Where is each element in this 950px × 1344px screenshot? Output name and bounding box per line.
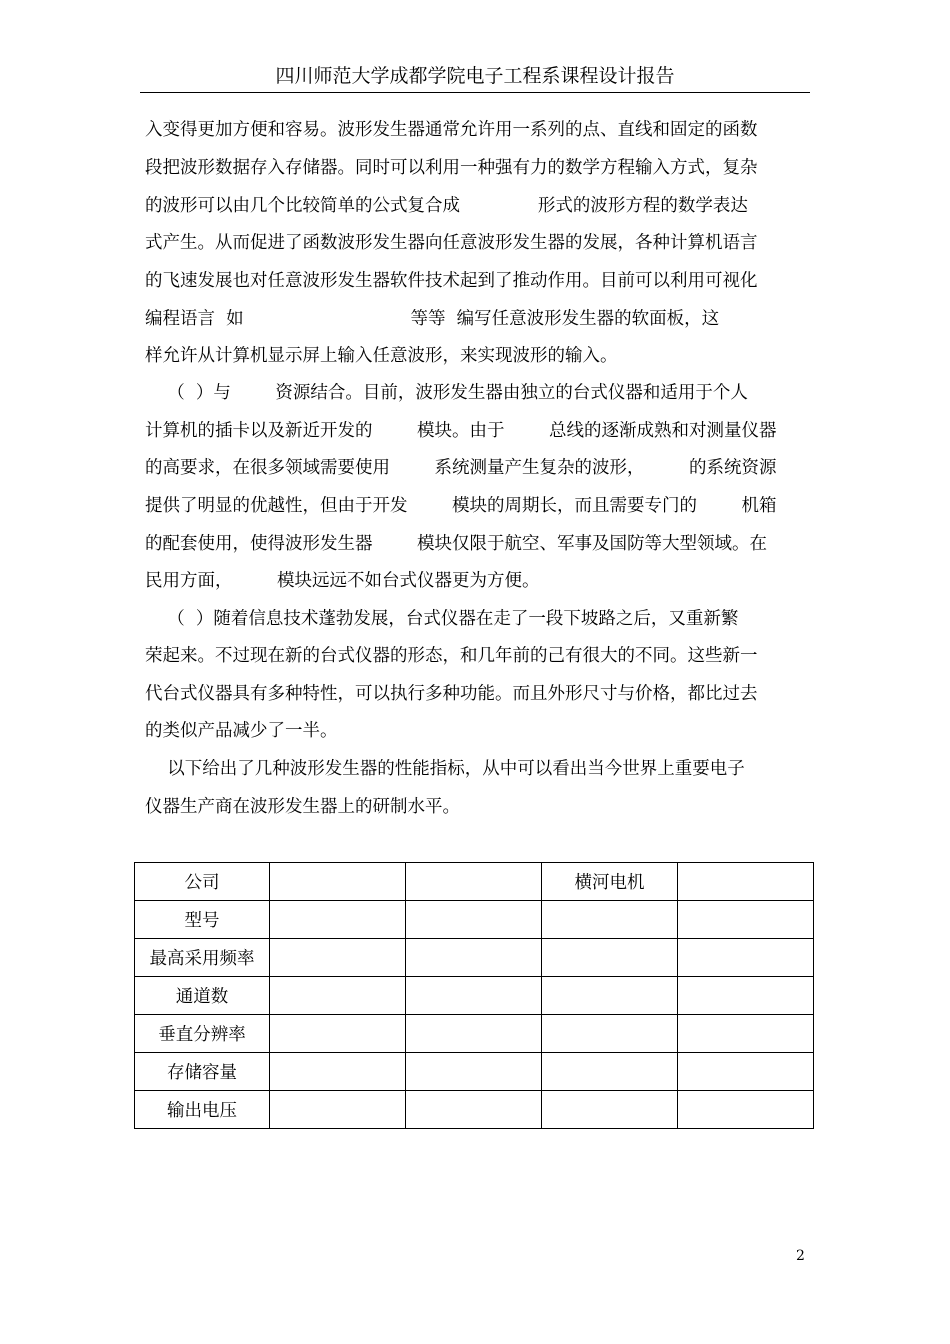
table-cell <box>678 939 814 977</box>
page-number: 2 <box>796 1248 805 1264</box>
text-line: 的配套使用，使得波形发生器 模块仅限于航空、军事及国防等大型领域。在 <box>145 534 767 554</box>
table-cell <box>270 901 406 939</box>
table-cell: 公司 <box>135 863 270 901</box>
table-cell <box>406 939 542 977</box>
table-cell <box>678 901 814 939</box>
table-cell <box>270 1015 406 1053</box>
table-cell: 最高采用频率 <box>135 939 270 977</box>
table-cell <box>542 1053 678 1091</box>
table-cell <box>678 1053 814 1091</box>
text-line: 民用方面， 模块远远不如台式仪器更为方便。 <box>145 571 540 591</box>
text-line: 样允许从计算机显示屏上输入任意波形，来实现波形的输入。 <box>145 346 618 366</box>
table-cell <box>270 1053 406 1091</box>
text-line: 的飞速发展也对任意波形发生器软件技术起到了推动作用。目前可以利用可视化 <box>145 271 758 291</box>
page-header: 四川师范大学成都学院电子工程系课程设计报告 <box>275 65 675 87</box>
table-cell <box>406 977 542 1015</box>
spec-table <box>134 862 814 1129</box>
text-line: （ ）与 资源结合。目前，波形发生器由独立的台式仪器和适用于个人 <box>145 383 748 403</box>
table-cell <box>406 901 542 939</box>
table-row <box>135 977 814 1015</box>
table-cell: 垂直分辨率 <box>135 1015 270 1053</box>
table-cell <box>542 977 678 1015</box>
table-cell <box>678 977 814 1015</box>
table-cell: 通道数 <box>135 977 270 1015</box>
table-cell <box>270 939 406 977</box>
table-cell <box>678 863 814 901</box>
text-line: 式产生。从而促进了函数波形发生器向任意波形发生器的发展，各种计算机语言 <box>145 233 758 253</box>
table-cell <box>678 1091 814 1129</box>
text-line: （ ）随着信息技术蓬勃发展，台式仪器在走了一段下坡路之后，又重新繁 <box>145 609 739 629</box>
table-cell <box>270 977 406 1015</box>
table-row <box>135 1015 814 1053</box>
text-line: 以下给出了几种波形发生器的性能指标，从中可以看出当今世界上重要电子 <box>145 759 745 779</box>
table-cell <box>406 863 542 901</box>
text-line: 的类似产品减少了一半。 <box>145 721 338 741</box>
table-cell <box>406 1015 542 1053</box>
text-line: 提供了明显的优越性，但由于开发 模块的周期长，而且需要专门的 机箱 <box>145 496 777 516</box>
table-cell: 存储容量 <box>135 1053 270 1091</box>
text-line: 编程语言 如 等等 编写任意波形发生器的软面板，这 <box>145 309 720 329</box>
table-cell <box>542 1091 678 1129</box>
table-cell: 型号 <box>135 901 270 939</box>
text-line: 入变得更加方便和容易。波形发生器通常允许用一系列的点、直线和固定的函数 <box>145 120 758 140</box>
text-line: 计算机的插卡以及新近开发的 模块。由于 总线的逐渐成熟和对测量仪器 <box>145 421 777 441</box>
table-row <box>135 939 814 977</box>
text-line: 的波形可以由几个比较简单的公式复合成 形式的波形方程的数学表达 <box>145 196 748 216</box>
table-row <box>135 1091 814 1129</box>
table-cell <box>542 901 678 939</box>
text-line: 代台式仪器具有多种特性，可以执行多种功能。而且外形尺寸与价格，都比过去 <box>145 684 758 704</box>
table-cell: 输出电压 <box>135 1091 270 1129</box>
text-line: 的高要求，在很多领域需要使用 系统测量产生复杂的波形， 的系统资源 <box>145 458 777 478</box>
table-cell <box>406 1053 542 1091</box>
table-cell <box>270 1091 406 1129</box>
table-cell <box>406 1091 542 1129</box>
table-row <box>135 863 814 901</box>
text-line: 荣起来。不过现在新的台式仪器的形态，和几年前的己有很大的不同。这些新一 <box>145 646 758 666</box>
header-rule <box>140 92 810 93</box>
text-line: 仪器生产商在波形发生器上的研制水平。 <box>145 797 460 817</box>
table-row <box>135 1053 814 1091</box>
text-line: 段把波形数据存入存储器。同时可以利用一种强有力的数学方程输入方式，复杂 <box>145 158 758 178</box>
table-cell <box>542 939 678 977</box>
table-cell <box>270 863 406 901</box>
table-cell: 横河电机 <box>542 863 678 901</box>
table-row <box>135 901 814 939</box>
table-cell <box>542 1015 678 1053</box>
table-cell <box>678 1015 814 1053</box>
